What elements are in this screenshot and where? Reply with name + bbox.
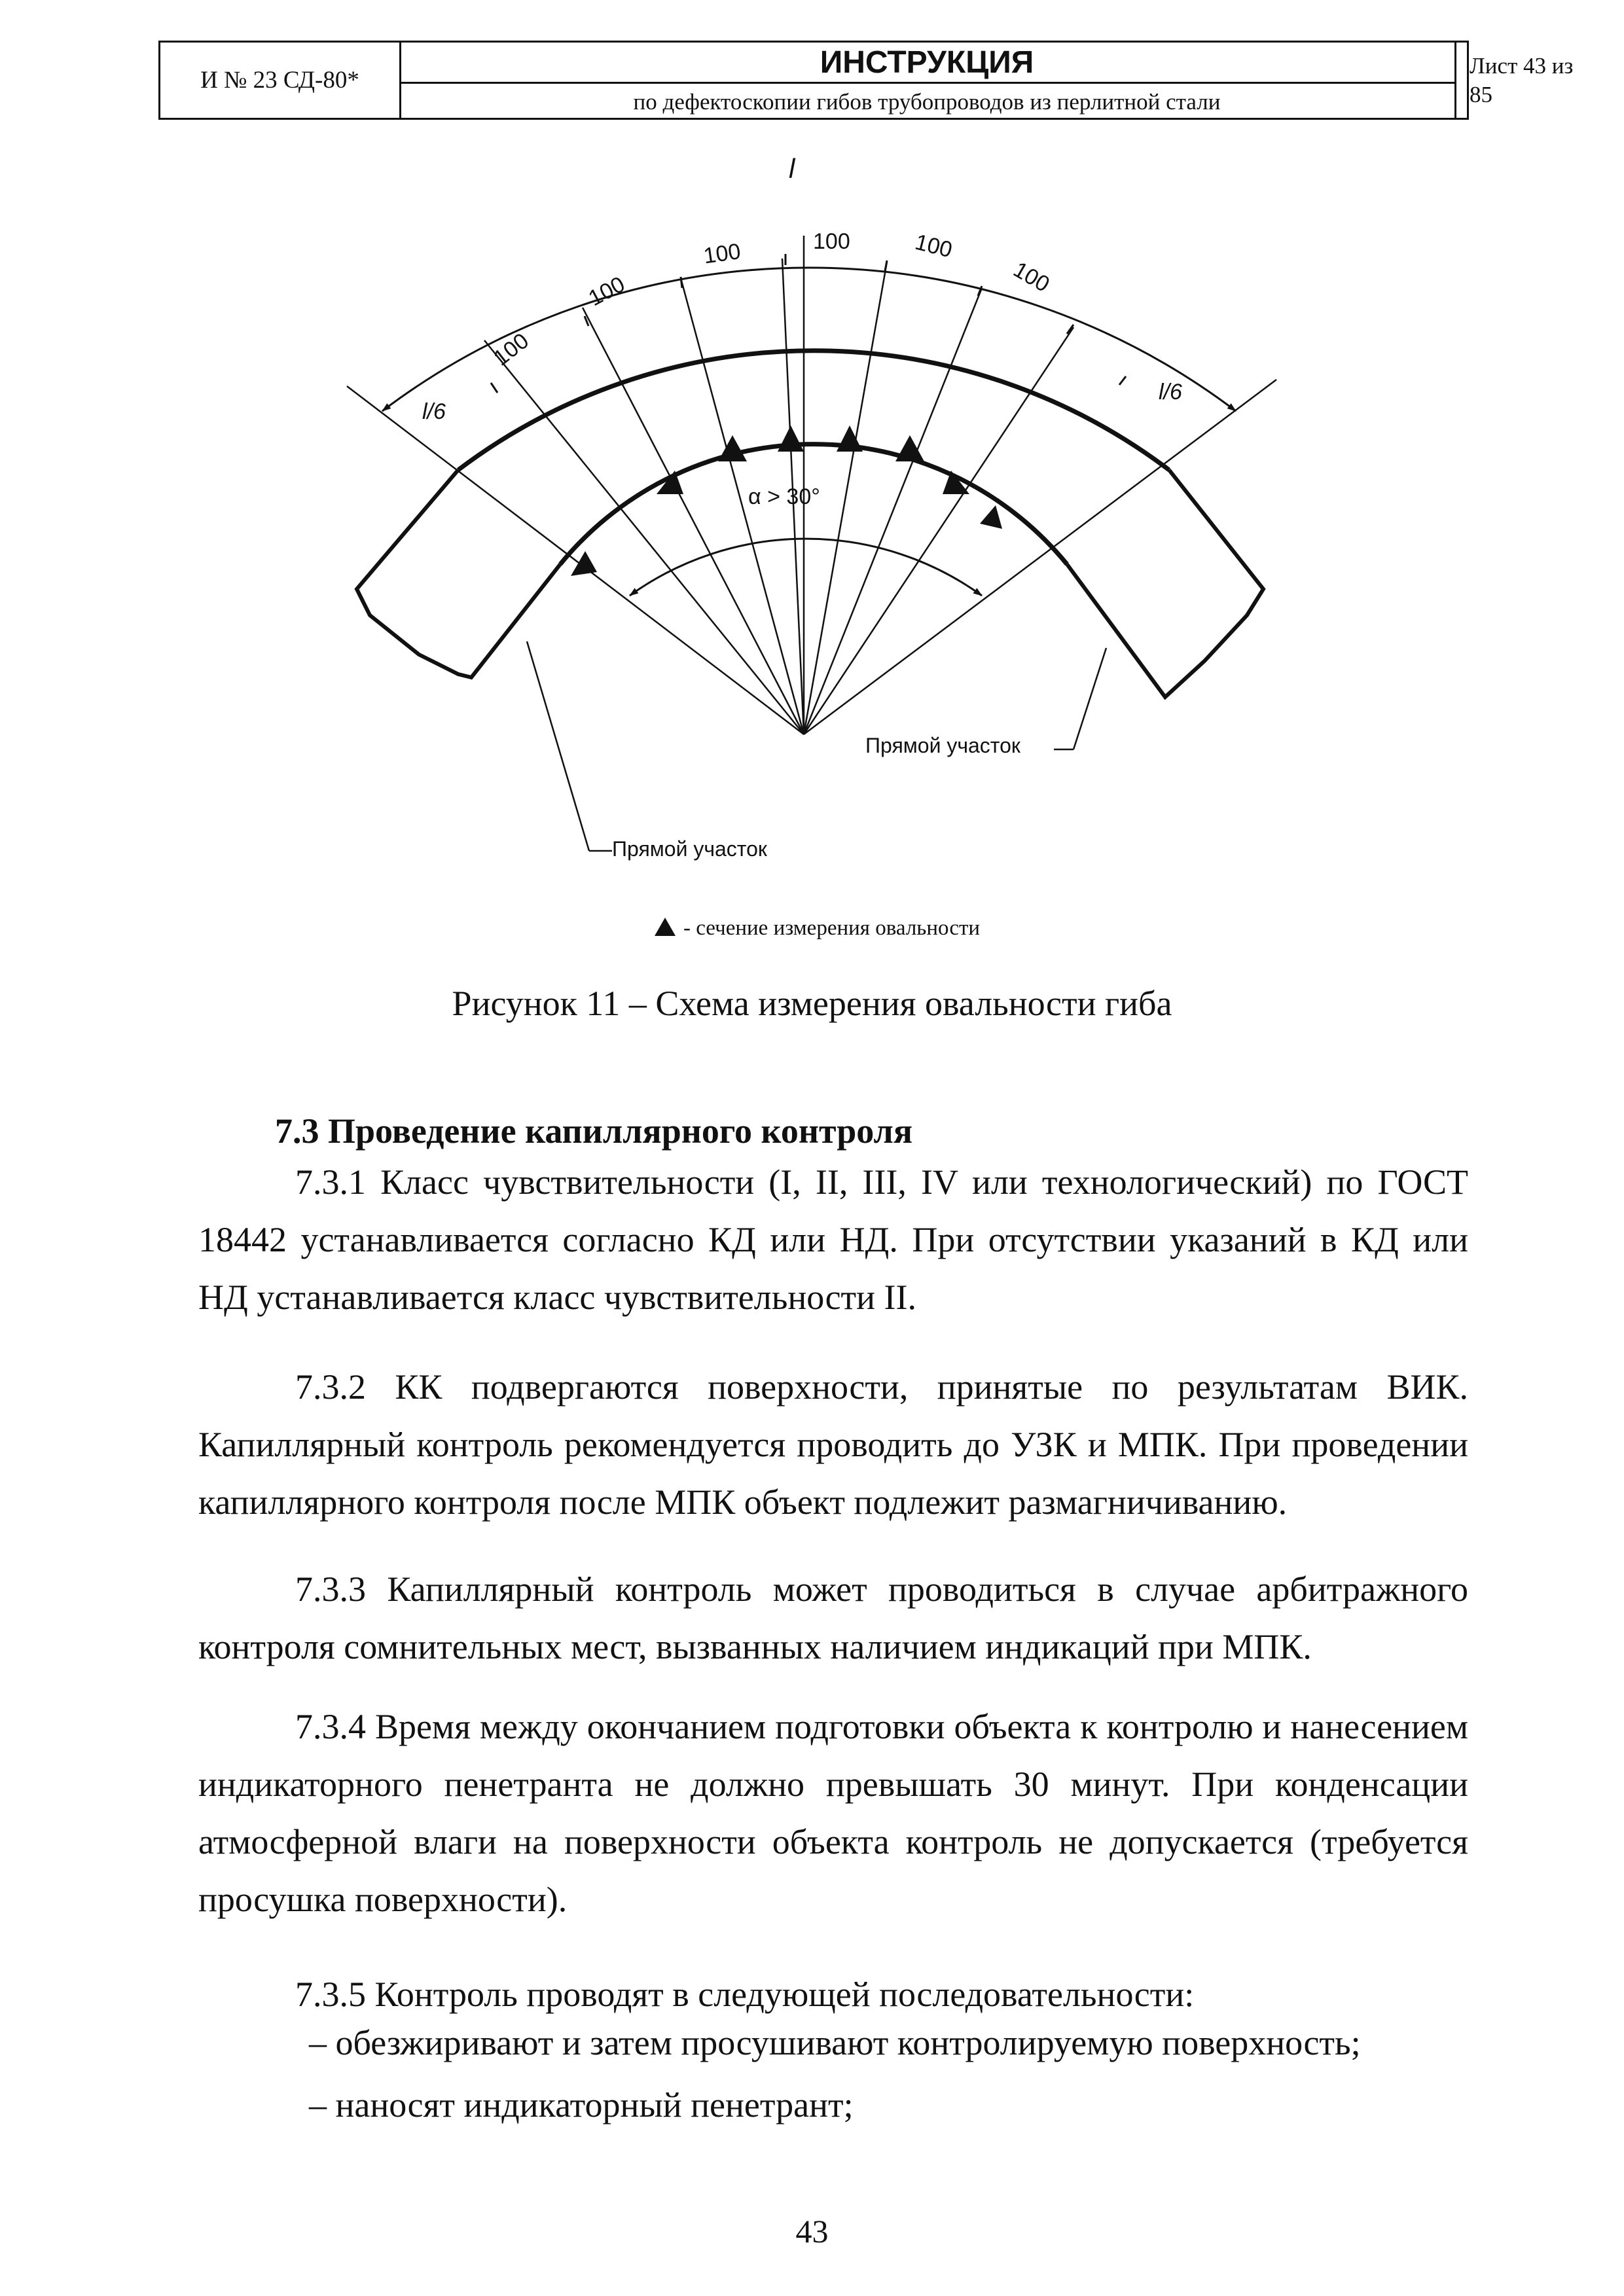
document-subtitle: по дефектоскопии гибов трубопроводов из перлитной стали [633, 88, 1221, 115]
angle-label: α > 30° [748, 484, 820, 509]
paragraph-7-3-2: 7.3.2 КК подвергаются поверхности, принятые по результатам ВИК. Капиллярный контроль рекомендуется проводить до УЗК и МПК. При проведении капиллярного контроля после МПК объект подлежит размагничиванию. [198, 1367, 1468, 1522]
left-straight-section [357, 470, 560, 677]
leader-left [527, 641, 589, 851]
triangle-marker-icon [655, 918, 676, 936]
straight-label-left: Прямой участок [612, 837, 767, 861]
legend-text: - сечение измерения овальности [683, 916, 981, 940]
section-marker [980, 505, 1002, 529]
sheet-line-1: Лист 43 из [1470, 53, 1574, 79]
list-item: – обезжиривают и затем просушивают контролируемую поверхность; [309, 2023, 1361, 2062]
leader-right [1074, 648, 1106, 749]
arc-length-label: l [789, 153, 795, 184]
segment-label: 100 [813, 229, 850, 254]
document-title: ИНСТРУКЦИЯ [399, 43, 1454, 84]
end-label-right: l/6 [1159, 380, 1182, 404]
figure-legend [655, 916, 980, 941]
right-straight-section [1067, 470, 1263, 697]
section-marker [718, 435, 747, 461]
segment-label: 100 [912, 229, 955, 263]
angle-arc [630, 539, 982, 596]
segment-label: 100 [584, 272, 629, 312]
bend-outer-wall [458, 351, 1169, 470]
page-number: 43 [795, 2213, 829, 2250]
figure-caption: Рисунок 11 – Схема измерения овальности гиба [452, 984, 1172, 1023]
segment-label: 100 [702, 239, 742, 269]
paragraph-7-3-3: 7.3.3 Капиллярный контроль может проводиться в случае арбитражного контроля сомнительных мест, вызванных наличием индикаций при МПК. [198, 1570, 1468, 1666]
document-id: И № 23 СД-80* [160, 43, 401, 118]
bend-ovality-diagram [0, 0, 1624, 929]
section-marker [837, 425, 863, 452]
segment-label: 100 [488, 328, 534, 371]
paragraph-7-3-4: 7.3.4 Время между окончанием подготовки объекта к контролю и нанесением индикаторного пенетранта не должно превышать 30 минут. При конденсации атмосферной влаги на поверхности объекта контроль не допускается (требуется просушка поверхности). [198, 1707, 1468, 1919]
section-marker [571, 551, 597, 576]
list-item: – наносят индикаторный пенетрант; [309, 2085, 854, 2125]
segment-label: 100 [1009, 257, 1054, 297]
section-marker [778, 425, 804, 452]
straight-label-right: Прямой участок [865, 734, 1020, 757]
end-label-left: l/6 [422, 399, 446, 424]
paragraph-7-3-1: 7.3.1 Класс чувствительности (I, II, III, IV или технологический) по ГОСТ 18442 устанавливается согласно КД или НД. При отсутствии указаний в КД или НД устанавливается класс чувствительности II. [198, 1162, 1468, 1317]
sheet-line-2: 85 [1470, 82, 1492, 107]
paragraph-7-3-5: 7.3.5 Контроль проводят в следующей последовательности: [295, 1975, 1195, 2014]
section-marker [895, 435, 924, 461]
section-heading: 7.3 Проведение капиллярного контроля [275, 1111, 913, 1151]
